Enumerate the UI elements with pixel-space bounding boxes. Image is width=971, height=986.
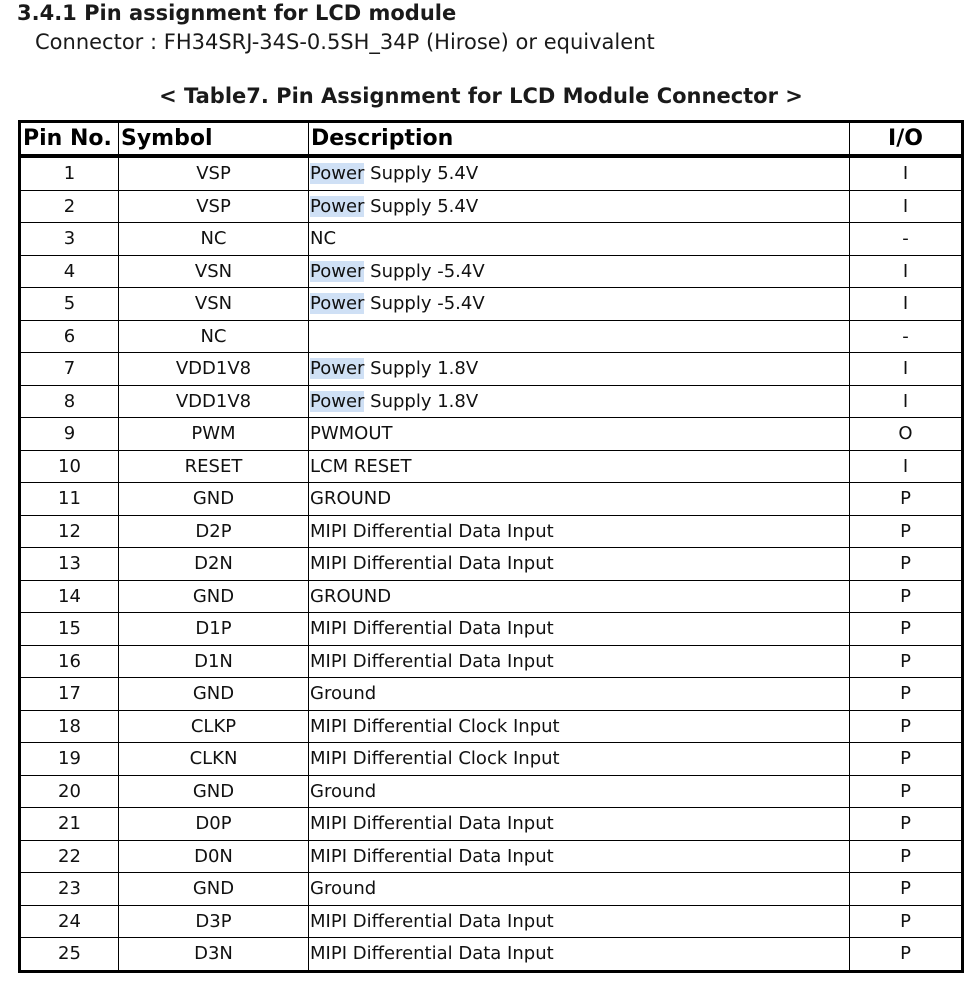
symbol-cell: NC — [119, 320, 309, 353]
description-highlight: Power — [310, 390, 365, 412]
symbol-cell: PWM — [119, 418, 309, 451]
table-row — [20, 255, 963, 288]
pin-number-cell: 23 — [20, 873, 119, 906]
description-text: MIPI Differential Data Input — [310, 650, 554, 672]
table-row — [20, 873, 963, 906]
description-cell — [309, 938, 850, 972]
io-cell: P — [850, 548, 963, 581]
description-text: Supply 5.4V — [364, 163, 479, 185]
description-cell — [309, 483, 850, 516]
io-cell: I — [850, 156, 963, 190]
description-text: Supply -5.4V — [364, 293, 485, 315]
symbol-cell: D0N — [119, 840, 309, 873]
table-row — [20, 775, 963, 808]
description-cell — [309, 255, 850, 288]
symbol-cell: VSN — [119, 288, 309, 321]
pin-rows — [20, 156, 963, 971]
io-cell: P — [850, 580, 963, 613]
io-cell: P — [850, 710, 963, 743]
io-cell: P — [850, 483, 963, 516]
table-row — [20, 515, 963, 548]
description-cell — [309, 808, 850, 841]
description-cell — [309, 418, 850, 451]
table-row — [20, 580, 963, 613]
description-cell — [309, 353, 850, 386]
description-text: MIPI Differential Clock Input — [310, 748, 560, 770]
pin-number-cell: 15 — [20, 613, 119, 646]
description-text: PWMOUT — [310, 423, 393, 445]
table-row — [20, 678, 963, 711]
io-cell: P — [850, 905, 963, 938]
table-row — [20, 483, 963, 516]
table-row — [20, 840, 963, 873]
symbol-cell: D1N — [119, 645, 309, 678]
description-cell — [309, 190, 850, 223]
symbol-cell: VSP — [119, 190, 309, 223]
pin-number-cell: 8 — [20, 385, 119, 418]
pin-number-cell: 6 — [20, 320, 119, 353]
description-cell — [309, 580, 850, 613]
table-row — [20, 645, 963, 678]
symbol-cell: GND — [119, 580, 309, 613]
description-highlight: Power — [310, 195, 365, 217]
pin-number-cell: 4 — [20, 255, 119, 288]
table-row — [20, 613, 963, 646]
io-cell: P — [850, 515, 963, 548]
description-cell — [309, 743, 850, 776]
io-cell: I — [850, 385, 963, 418]
description-highlight: Power — [310, 293, 365, 315]
pin-number-cell: 16 — [20, 645, 119, 678]
pin-number-cell: 5 — [20, 288, 119, 321]
io-cell: P — [850, 678, 963, 711]
io-cell: I — [850, 288, 963, 321]
description-text: Supply 1.8V — [364, 390, 479, 412]
description-text: MIPI Differential Data Input — [310, 943, 554, 965]
description-highlight: Power — [310, 260, 365, 282]
description-text: MIPI Differential Data Input — [310, 553, 554, 575]
pin-number-cell: 12 — [20, 515, 119, 548]
connector-spec: Connector : FH34SRJ-34S-0.5SH_34P (Hirose) or equivalent — [35, 30, 655, 54]
description-cell — [309, 515, 850, 548]
description-text: LCM RESET — [310, 455, 412, 477]
description-text: Ground — [310, 780, 377, 802]
io-cell: P — [850, 613, 963, 646]
table-row — [20, 223, 963, 256]
symbol-cell: D3N — [119, 938, 309, 972]
pin-number-cell: 7 — [20, 353, 119, 386]
pin-number-cell: 9 — [20, 418, 119, 451]
section-heading: 3.4.1 Pin assignment for LCD module — [17, 1, 457, 25]
io-cell: P — [850, 840, 963, 873]
pin-number-cell: 1 — [20, 156, 119, 190]
description-text: NC — [310, 228, 337, 250]
io-cell: - — [850, 320, 963, 353]
description-cell — [309, 873, 850, 906]
description-cell — [309, 613, 850, 646]
pin-number-cell: 21 — [20, 808, 119, 841]
description-cell — [309, 320, 850, 353]
table-row — [20, 385, 963, 418]
io-cell: P — [850, 808, 963, 841]
io-cell: P — [850, 743, 963, 776]
description-text: MIPI Differential Data Input — [310, 910, 554, 932]
symbol-cell: CLKN — [119, 743, 309, 776]
description-cell — [309, 905, 850, 938]
description-cell — [309, 775, 850, 808]
io-cell: P — [850, 873, 963, 906]
description-text: Supply 5.4V — [364, 195, 479, 217]
io-cell: O — [850, 418, 963, 451]
table-row — [20, 320, 963, 353]
pin-number-cell: 19 — [20, 743, 119, 776]
table-row — [20, 156, 963, 190]
pin-number-cell: 2 — [20, 190, 119, 223]
table-row — [20, 938, 963, 972]
description-cell — [309, 548, 850, 581]
io-cell: P — [850, 938, 963, 972]
io-cell: P — [850, 645, 963, 678]
symbol-cell: GND — [119, 873, 309, 906]
symbol-cell: GND — [119, 775, 309, 808]
symbol-cell: GND — [119, 678, 309, 711]
table-row — [20, 808, 963, 841]
description-highlight: Power — [310, 163, 365, 185]
pin-number-cell: 14 — [20, 580, 119, 613]
symbol-cell: D3P — [119, 905, 309, 938]
table-row — [20, 190, 963, 223]
description-text: GROUND — [310, 488, 392, 510]
io-cell: P — [850, 775, 963, 808]
table-header-row — [20, 122, 963, 157]
table-row — [20, 450, 963, 483]
description-cell — [309, 678, 850, 711]
table-row — [20, 548, 963, 581]
io-cell: I — [850, 190, 963, 223]
pin-number-cell: 10 — [20, 450, 119, 483]
symbol-cell: D2P — [119, 515, 309, 548]
description-cell — [309, 156, 850, 190]
io-cell: I — [850, 255, 963, 288]
pin-number-cell: 22 — [20, 840, 119, 873]
table-row — [20, 743, 963, 776]
description-text: Ground — [310, 683, 377, 705]
io-cell: I — [850, 450, 963, 483]
io-cell: - — [850, 223, 963, 256]
pin-assignment-table — [18, 120, 964, 973]
header-description: Description — [309, 122, 850, 157]
description-cell — [309, 223, 850, 256]
header-symbol: Symbol — [119, 122, 309, 157]
pin-number-cell: 11 — [20, 483, 119, 516]
description-cell — [309, 710, 850, 743]
symbol-cell: D1P — [119, 613, 309, 646]
symbol-cell: D2N — [119, 548, 309, 581]
description-cell — [309, 645, 850, 678]
symbol-cell: D0P — [119, 808, 309, 841]
symbol-cell: VDD1V8 — [119, 385, 309, 418]
symbol-cell: RESET — [119, 450, 309, 483]
pin-number-cell: 24 — [20, 905, 119, 938]
header-pin-no: Pin No. — [20, 122, 119, 157]
header-io: I/O — [850, 122, 963, 157]
table-row — [20, 905, 963, 938]
description-cell — [309, 840, 850, 873]
io-cell: I — [850, 353, 963, 386]
description-highlight: Power — [310, 358, 365, 380]
pin-number-cell: 17 — [20, 678, 119, 711]
description-text: MIPI Differential Data Input — [310, 813, 554, 835]
description-text: Supply 1.8V — [364, 358, 479, 380]
symbol-cell: VDD1V8 — [119, 353, 309, 386]
pin-number-cell: 18 — [20, 710, 119, 743]
symbol-cell: CLKP — [119, 710, 309, 743]
description-text: MIPI Differential Clock Input — [310, 715, 560, 737]
table-row — [20, 288, 963, 321]
description-text: Ground — [310, 878, 377, 900]
description-text: MIPI Differential Data Input — [310, 845, 554, 867]
pin-number-cell: 20 — [20, 775, 119, 808]
symbol-cell: VSN — [119, 255, 309, 288]
pin-number-cell: 25 — [20, 938, 119, 972]
symbol-cell: VSP — [119, 156, 309, 190]
description-cell — [309, 450, 850, 483]
description-cell — [309, 385, 850, 418]
symbol-cell: GND — [119, 483, 309, 516]
table-caption: < Table7. Pin Assignment for LCD Module Connector > — [159, 84, 803, 108]
description-text: Supply -5.4V — [364, 260, 485, 282]
description-text: MIPI Differential Data Input — [310, 520, 554, 542]
description-text: MIPI Differential Data Input — [310, 618, 554, 640]
description-cell — [309, 288, 850, 321]
table-row — [20, 353, 963, 386]
table-row — [20, 710, 963, 743]
description-text: GROUND — [310, 585, 392, 607]
symbol-cell: NC — [119, 223, 309, 256]
pin-number-cell: 13 — [20, 548, 119, 581]
table-row — [20, 418, 963, 451]
pin-number-cell: 3 — [20, 223, 119, 256]
